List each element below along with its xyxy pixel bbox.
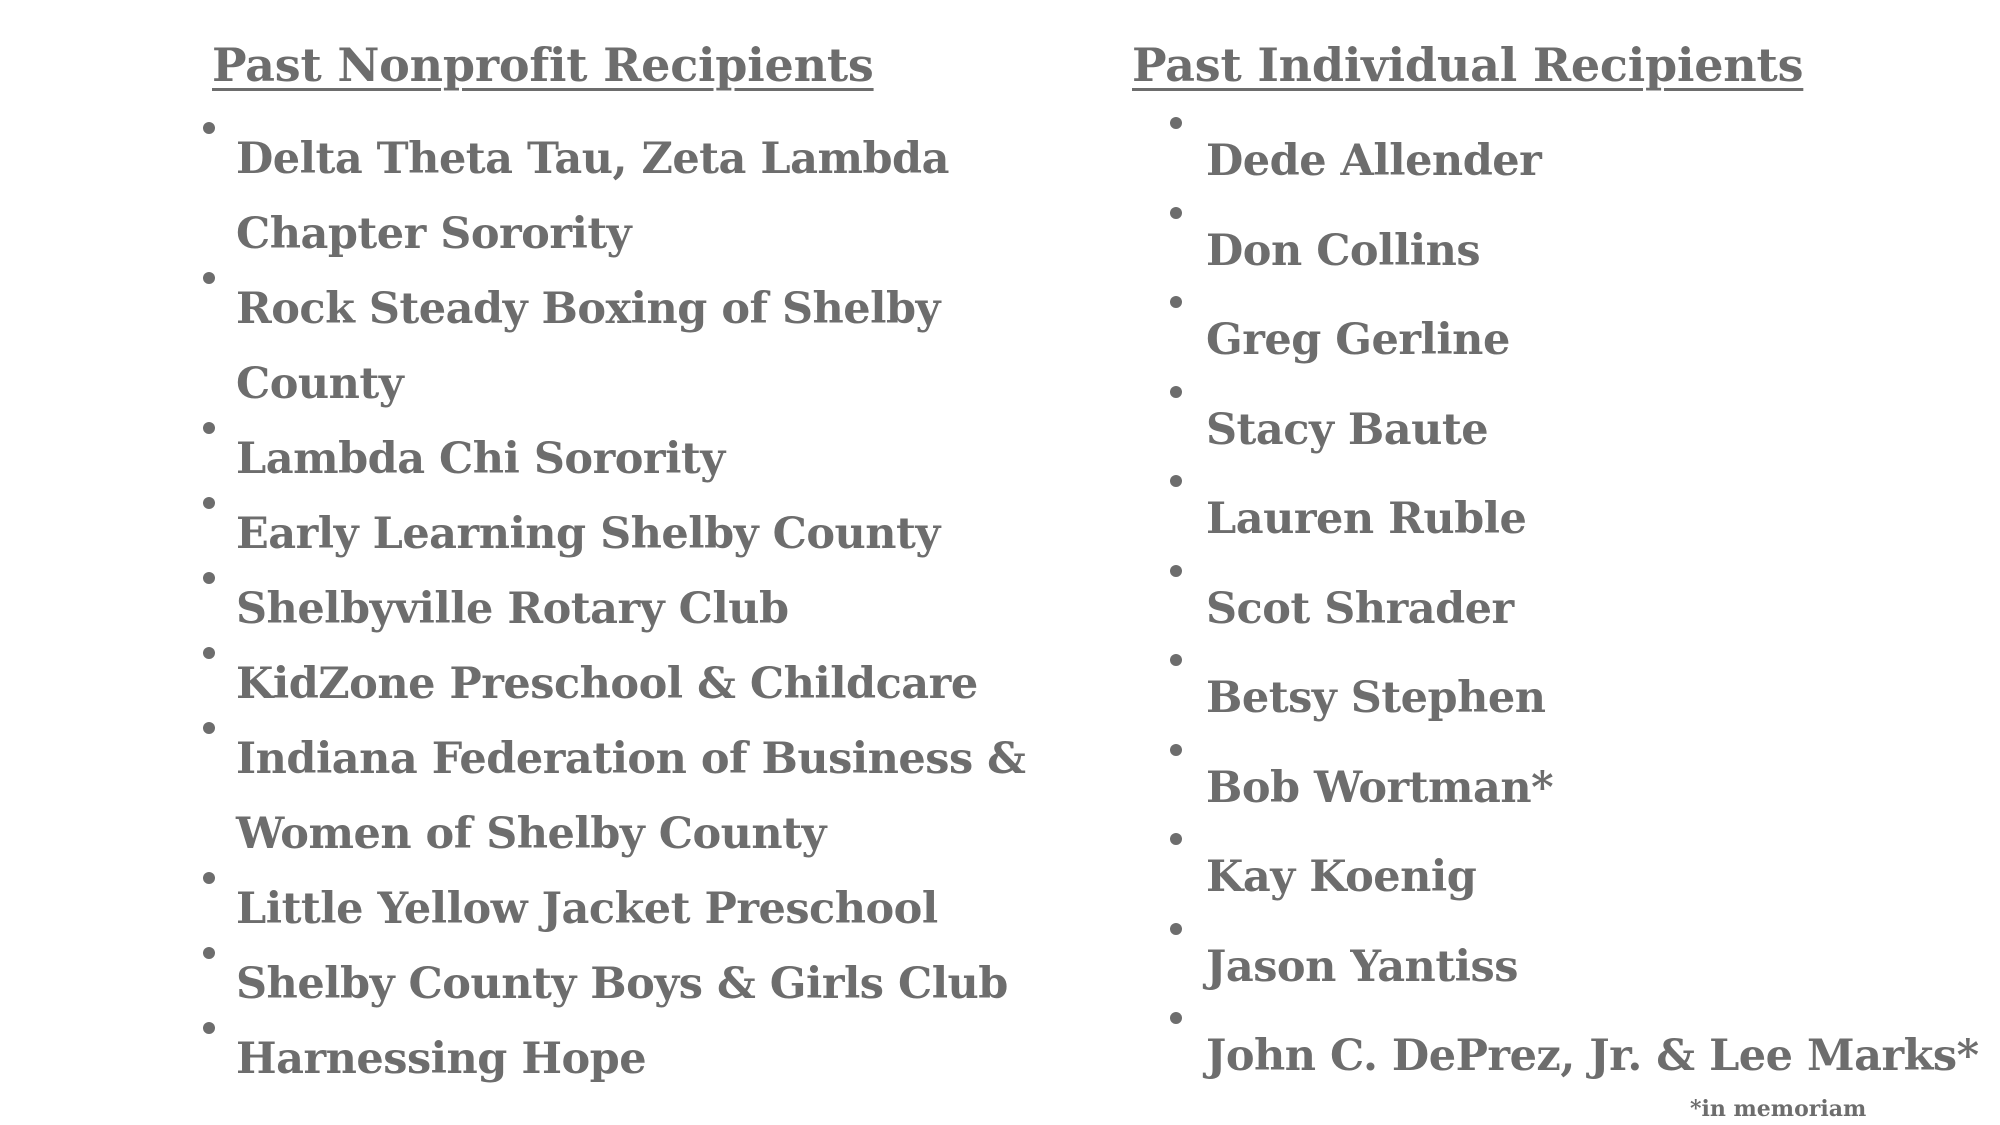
list-item-text: Little Yellow Jacket Preschool xyxy=(236,884,938,934)
bullet-icon xyxy=(1170,296,1182,308)
bullet-icon xyxy=(1170,386,1182,398)
list-item-text: Rock Steady Boxing of Shelby County xyxy=(236,284,941,409)
bullet-icon xyxy=(203,722,215,734)
list-item xyxy=(236,722,1036,872)
list-item xyxy=(236,1022,1036,1097)
list-item-text: Shelby County Boys & Girls Club xyxy=(236,959,1008,1009)
list-item xyxy=(236,422,1036,497)
list-item xyxy=(1206,117,2000,207)
bullet-icon xyxy=(203,947,215,959)
bullet-icon xyxy=(1170,117,1182,129)
list-item-text: Greg Gerline xyxy=(1206,315,1510,365)
bullet-icon xyxy=(203,872,215,884)
bullet-icon xyxy=(203,497,215,509)
bullet-icon xyxy=(203,422,215,434)
list-item-text: Lauren Ruble xyxy=(1206,494,1527,544)
list-item xyxy=(1206,1012,2000,1102)
nonprofit-heading: Past Nonprofit Recipients xyxy=(212,38,874,92)
list-item-text: Jason Yantiss xyxy=(1206,941,1518,992)
bullet-icon xyxy=(203,122,215,134)
bullet-icon xyxy=(1170,1012,1182,1024)
list-item-text: Shelbyville Rotary Club xyxy=(236,584,789,634)
nonprofit-list xyxy=(236,122,1036,1097)
bullet-icon xyxy=(1170,565,1182,577)
list-item-text: Indiana Federation of Business & Women of Shelby County xyxy=(236,734,1026,859)
bullet-icon xyxy=(1170,833,1182,845)
individual-list xyxy=(1206,117,2000,1102)
list-item xyxy=(236,497,1036,572)
list-item-text: Early Learning Shelby County xyxy=(236,509,940,559)
bullet-icon xyxy=(1170,744,1182,756)
list-item-text: Stacy Baute xyxy=(1206,404,1489,455)
bullet-icon xyxy=(203,572,215,584)
bullet-icon xyxy=(203,1022,215,1034)
list-item xyxy=(1206,296,2000,386)
list-item xyxy=(236,647,1036,722)
bullet-icon xyxy=(203,272,215,284)
list-item xyxy=(1206,654,2000,744)
list-item xyxy=(236,272,1036,422)
list-item xyxy=(236,572,1036,647)
memoriam-footnote: *in memoriam xyxy=(1690,1096,1867,1122)
individual-heading: Past Individual Recipients xyxy=(1132,38,1804,92)
bullet-icon xyxy=(1170,207,1182,219)
list-item-text: Don Collins xyxy=(1206,225,1481,276)
list-item-text: Harnessing Hope xyxy=(236,1034,647,1084)
bullet-icon xyxy=(1170,654,1182,666)
bullet-icon xyxy=(203,647,215,659)
list-item xyxy=(1206,386,2000,476)
list-item-text: Betsy Stephen xyxy=(1206,673,1546,723)
list-item xyxy=(236,872,1036,947)
list-item xyxy=(1206,744,2000,834)
list-item xyxy=(1206,207,2000,297)
list-item-text: KidZone Preschool & Childcare xyxy=(236,659,978,709)
list-item xyxy=(1206,565,2000,655)
list-item-text: Delta Theta Tau, Zeta Lambda Chapter Sorority xyxy=(236,134,949,259)
list-item xyxy=(236,122,1036,272)
list-item-text: Dede Allender xyxy=(1206,136,1542,186)
list-item xyxy=(1206,923,2000,1013)
list-item xyxy=(1206,833,2000,923)
list-item xyxy=(236,947,1036,1022)
list-item-text: John C. DePrez, Jr. & Lee Marks* xyxy=(1206,1031,1979,1081)
list-item-text: Lambda Chi Sorority xyxy=(236,434,725,484)
list-item-text: Kay Koenig xyxy=(1206,852,1477,902)
list-item-text: Scot Shrader xyxy=(1206,583,1514,634)
list-item-text: Bob Wortman* xyxy=(1206,762,1554,813)
list-item xyxy=(1206,475,2000,565)
bullet-icon xyxy=(1170,475,1182,487)
bullet-icon xyxy=(1170,923,1182,935)
